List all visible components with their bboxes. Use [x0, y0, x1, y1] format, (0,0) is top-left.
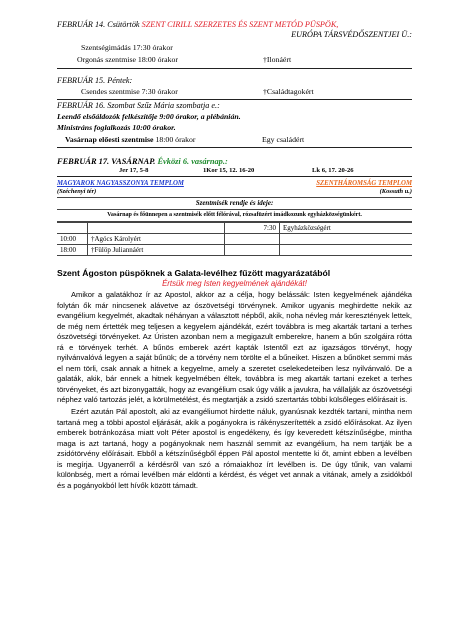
feb17-section — [57, 157, 412, 177]
table-row — [57, 234, 412, 245]
church1-name: MAGYAROK NAGYASSZONYA TEMPLOM — [57, 180, 184, 187]
reading-1: Jer 17, 5-8 — [119, 167, 149, 174]
article-paragraph-2: Ezért azután Pál apostolt, aki az evangéliumot hirdette náluk, gyanúsnak kezdték tartani, mintha nem tartaná meg a többi apostol eljárását, akik a pogányokra is rákényszerítették a zsidó előírásokat. Az ilyen emberek botránkozása miatt volt Péter apostol is engedékeny, és így keveredett kétszínűségbe, mintha maga is azt tartaná, hogy a pogányoknak nem használ semmit az evangélium, ha nem tartják be a zsidótörvény előírásait. Ebből a kétszínűségből éppen Pál apostol mentette ki őt, amint ebben a levélben is megírja. Ugyanerről a kérdésről van szó a rómaiakhoz írt levélben is. De úgy tűnik, van valami különbség, mert a római levélben már eldönti a kérdést, és véget vet annak a vitának, amely a zsidókból és a pogányokból lett hívők között támadt. — [57, 407, 412, 490]
feb14-section — [57, 20, 412, 69]
schedule-table — [57, 180, 412, 256]
feb16-mass-note: Egy családért — [262, 134, 305, 144]
feb16-mass — [57, 134, 412, 146]
church2-sub: (Kossuth u.) — [379, 188, 412, 195]
feb14-item-note: †Ilonáért — [263, 54, 292, 64]
feb15-item-note: †Családtagokért — [263, 86, 314, 96]
time-cell: 10:00 — [57, 234, 88, 245]
intent-cell: †Agócs Károlyért — [88, 234, 225, 245]
table-row — [57, 223, 412, 234]
feb14-date: FEBRUÁR 14. Csütörtök — [57, 20, 140, 29]
reading-2: 1Kor 15, 12. 16-20 — [203, 167, 255, 174]
article-title: Szent Ágoston püspöknek a Galata-levélhez fűzött magyarázatából — [57, 268, 331, 278]
feb16-mass-time: 18:00 órakor — [153, 134, 196, 144]
feb14-item-1 — [57, 42, 412, 54]
time-cell: 18:00 — [57, 245, 88, 256]
feb14-title-line2: EURÓPA TÁRSVÉDŐSZENTJEI Ü.: — [291, 29, 412, 39]
schedule-notice: Vasárnap és főünnepen a szentmisék előtt félórával, rózsafüzért imádkozunk egyházközségünkért. — [57, 210, 412, 222]
feb14-item-label: Szentségimádás 17:30 órakor — [81, 43, 173, 52]
feb15-date: FEBRUÁR 15. Péntek: — [57, 76, 133, 85]
feb16-line2: Ministráns foglalkozás 10:00 órakor. — [57, 123, 176, 132]
reading-3: Lk 6, 17. 20-26 — [312, 167, 354, 174]
feb17-date: FEBRUÁR 17. VASÁRNAP. — [57, 157, 156, 166]
feb14-item-2 — [57, 54, 412, 66]
feb14-title-line1: SZENT CIRILL SZERZETES ÉS SZENT METÓD PÜSPÖK, — [141, 20, 339, 29]
church2-name: SZENTHÁROMSÁG TEMPLOM — [316, 180, 412, 187]
feb14-item-label: Orgonás szentmise 18:00 órakor — [77, 54, 178, 64]
feb16-line1: Leendő elsőáldozók felkészítője 9:00 órakor, a plébánián. — [57, 111, 241, 121]
feb15-item-label: Csendes szentmise 7:30 órakor — [81, 86, 178, 96]
church-names — [57, 180, 412, 188]
divider — [57, 147, 412, 148]
feb15-section — [57, 76, 412, 100]
time-cell: 7:30 — [225, 223, 280, 234]
church-subs — [57, 188, 412, 198]
table-row — [57, 245, 412, 256]
feb17-season: Évközi 6. vasárnap.: — [157, 157, 228, 166]
feb15-item-1 — [57, 86, 412, 98]
article — [57, 268, 412, 491]
feb16-date: FEBRUÁR 16. Szombat Szűz Mária szombatja e.: — [57, 101, 220, 110]
intent-cell: †Fülöp Juliannáért — [88, 245, 225, 256]
feb17-readings — [57, 167, 412, 177]
feb14-header — [57, 20, 412, 30]
intent-cell: Egyházközségért — [280, 223, 413, 234]
feb16-section — [57, 101, 412, 148]
article-subtitle: Értsük meg Isten kegyelmének ajándékát! — [162, 279, 307, 288]
feb16-mass-label: Vasárnap előesti szentmise — [65, 134, 154, 144]
divider — [57, 99, 412, 100]
schedule-heading: Szentmisék rendje és ideje: — [57, 198, 412, 210]
article-paragraph-1: Amikor a galatákhoz ír az Apostol, akkor az a célja, hogy belássák: Isten kegyelmének ajándéka folytán ők már nincsenek alávetve az ószövetségi törvénynek. Amikor ugyanis meghirdette nekik az evangélium kegyelmét, akadtak néhányan a választott népből, akik, noha névleg már keresztények lettek, de még nem értették meg teljesen a kegyelem ajándékát, ezért továbbra is meg akarták tartani a terhes ószövetségi törvényeket. Az Úristen azonban nem a megigazult emberekre, hanem a bűn szolgáira rótta rá e törvények terhét. A bűnös emberek azért kapták Istentől ezt az igazságos törvényt, hogy nyilvánvalóvá legyen a saját bűnük; de a törvény nem törölte el a bűneiket. Hiszen a bűnöket semmi más el nem törli, csak annak a hitnek a kegyelme, amely a szeretet cselekedeteiben lesz nyilvánvaló. De a galaták, akik, bár ennek a hitnek kegyelmében éltek, továbbra is meg akarták tartani ezeket a terhes törvényeket, és azt bizonygatták, hogy az evangélium csak úgy válik a javukra, ha vállalják az ószövetségi néphez való tartozás jelét, a körülmetélést, és megtartják a zsidó szertartás többi külsőleges előírásait is. — [57, 290, 412, 405]
divider — [57, 68, 412, 69]
church1-sub: (Széchenyi tér) — [57, 188, 97, 195]
schedule-grid — [57, 222, 412, 256]
feb17-header — [57, 157, 412, 167]
